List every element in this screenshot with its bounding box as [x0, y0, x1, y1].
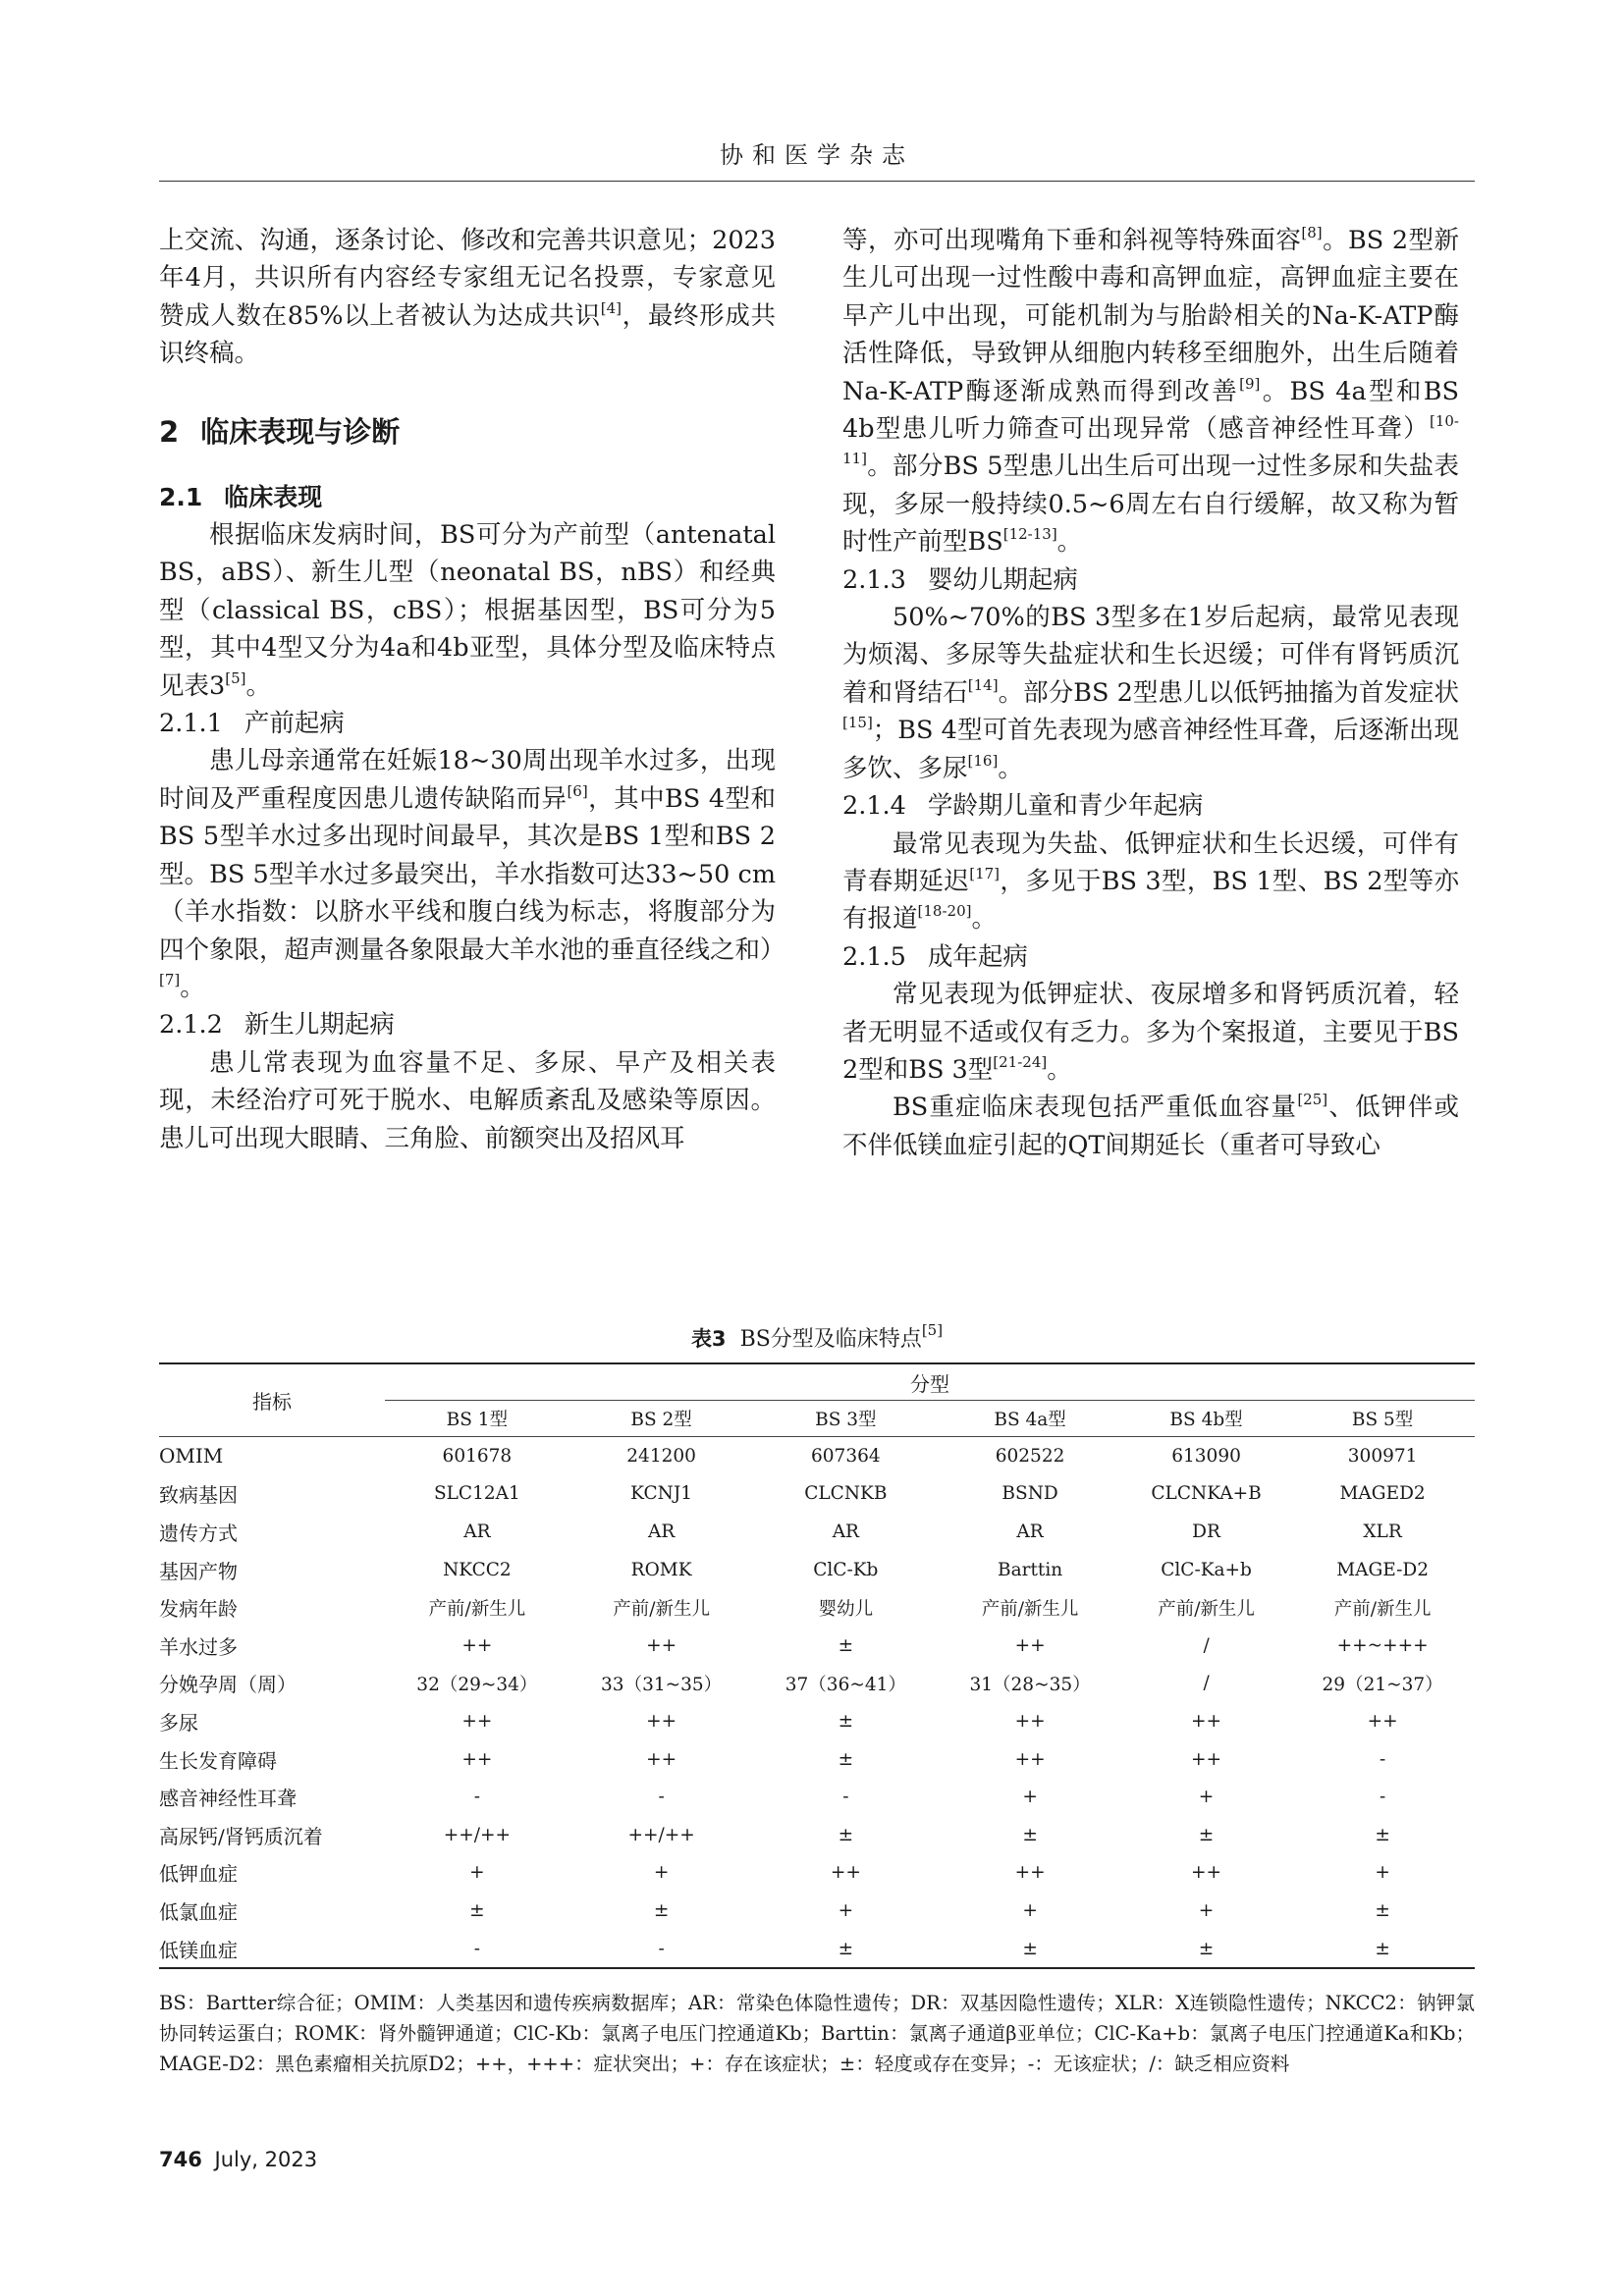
table-cell: MAGED2: [1339, 1483, 1426, 1505]
table-cell: -: [385, 1930, 569, 1969]
table-cell: /: [1203, 1673, 1210, 1694]
table-cell: BSND: [1001, 1483, 1058, 1505]
citation[interactable]: [12-13]: [1002, 525, 1057, 544]
table-cell: 产前/新生儿: [1158, 1598, 1255, 1620]
page-footer: [159, 2148, 317, 2171]
table-cell: 产前/新生儿: [1333, 1598, 1432, 1620]
table-cell: ±: [1122, 1930, 1290, 1969]
table-cell: CLCNKA+B: [1151, 1483, 1262, 1505]
column-header-type: BS 5型: [1290, 1401, 1475, 1437]
table-cell: -: [842, 1787, 849, 1808]
table-cell: ±: [938, 1930, 1122, 1969]
table-cell: MAGE-D2: [1336, 1559, 1429, 1580]
table-cell: CLCNKB: [804, 1483, 888, 1505]
table-cell: 31（28~35）: [969, 1674, 1091, 1695]
table-cell: 33（31~35）: [601, 1674, 723, 1695]
table-cell: ±: [753, 1930, 938, 1969]
paragraph-consensus-process: 上交流、沟通，逐条讨论、修改和完善共识意见；2023年4月，共识所有内容经专家组无记名投票，专家意见赞成人数在85%以上者被认为达成共识[4]，最终形成共识终稿。: [159, 226, 776, 369]
column-header-type: BS 2型: [569, 1401, 754, 1437]
table-cell: ±: [1198, 1824, 1215, 1845]
column-header-type: BS 4a型: [938, 1401, 1122, 1437]
table-cell: 产前/新生儿: [428, 1598, 526, 1620]
table-cell: NKCC2: [443, 1559, 512, 1580]
row-label: 羊水过多: [159, 1634, 238, 1659]
citation[interactable]: [4]: [600, 298, 623, 317]
table-cell: SLC12A1: [433, 1483, 520, 1505]
table-cell: -: [473, 1787, 480, 1808]
heading-school-age-onset: 2.1.4 学龄期儿童和青少年起病: [842, 791, 1204, 822]
right-column: [842, 222, 1459, 1164]
table-row: [159, 1588, 1475, 1627]
table-cell: ±: [1375, 1899, 1390, 1921]
column-header-type: BS 4b型: [1122, 1401, 1290, 1437]
table-cell: ++: [461, 1710, 493, 1732]
table-cell: 241200: [626, 1445, 696, 1467]
citation[interactable]: [25]: [1297, 1091, 1328, 1109]
column-group-header-type: 分型: [385, 1363, 1475, 1401]
table-cell: ClC-Kb: [813, 1559, 879, 1580]
table-row: [159, 1702, 1475, 1740]
table-cell: ++: [1014, 1862, 1046, 1884]
table-row: [159, 1930, 1475, 1969]
subsection-heading-clinical-manifestations: 2.1 临床表现: [159, 482, 323, 511]
bs-classification-table: [159, 1362, 1475, 1969]
heading-neonatal-onset: 2.1.2 新生儿期起病: [159, 1010, 395, 1041]
journal-running-head: 协和医学杂志: [720, 141, 914, 169]
table-cell: ±: [1022, 1824, 1038, 1845]
citation[interactable]: [18-20]: [917, 902, 972, 921]
table-cell: ±: [1375, 1824, 1390, 1845]
table-row: [159, 1551, 1475, 1589]
section-heading-clinical-manifestations-diagnosis: 2 临床表现与诊断: [159, 414, 401, 449]
citation[interactable]: [14]: [967, 675, 999, 694]
header-rule: [159, 181, 1475, 182]
column-header-indicator: 指标: [159, 1363, 385, 1437]
table-caption: 表3 BS分型及临床特点[5]: [690, 1321, 944, 1352]
row-label: 低钾血症: [159, 1862, 238, 1887]
paragraph-adult-onset: 常见表现为低钾症状、夜尿增多和肾钙质沉着，轻者无明显不适或仅有乏力。多为个案报道，主要见于BS 2型和BS 3型[21-24]。: [842, 980, 1459, 1085]
table-cell: AR: [463, 1521, 491, 1542]
table-cell: ±: [653, 1899, 670, 1921]
table-cell: ++/++: [443, 1824, 511, 1845]
table-cell: /: [1203, 1634, 1210, 1656]
citation[interactable]: [6]: [567, 781, 588, 800]
table-cell: ++: [1014, 1748, 1046, 1770]
table-cell: ROMK: [630, 1559, 692, 1580]
table-cell: AR: [832, 1521, 859, 1542]
paragraph-prenatal-onset: 患儿母亲通常在妊娠18~30周出现羊水过多，出现时间及严重程度因患儿遗传缺陷而异[6]，其中BS 4型和BS 5型羊水过多出现时间最早，其次是BS 1型和BS 2型。BS 5型羊水过多最突出，羊水指数可达33~50 cm（羊水指数：以脐水平线和腹白线为标志，将腹部分为四个象限，超声测量各象限最大羊水池的垂直径线之和）[7]。: [159, 746, 785, 1002]
table-cell: -: [1379, 1748, 1386, 1770]
table-cell: 37（36~41）: [785, 1674, 906, 1695]
table-row: [159, 1513, 1475, 1551]
citation[interactable]: [10-11]: [842, 412, 1459, 468]
paragraph-neonatal-onset: 患儿常表现为血容量不足、多尿、早产及相关表现，未经治疗可死于脱水、电解质紊乱及感染等原因。患儿可出现大眼睛、三角脸、前额突出及招风耳: [159, 1047, 776, 1153]
table-cell: +: [838, 1899, 854, 1921]
table-cell: ±: [838, 1710, 854, 1732]
citation[interactable]: [15]: [842, 714, 873, 732]
row-label: 遗传方式: [159, 1521, 238, 1545]
paragraph-school-age-onset: 最常见表现为失盐、低钾症状和生长迟缓，可伴有青春期延迟[17]，多见于BS 3型，BS 1型、BS 2型等亦有报道[18-20]。: [842, 828, 1459, 934]
table-cell: +: [1198, 1899, 1215, 1921]
citation[interactable]: [8]: [1301, 224, 1323, 241]
table-cell: +: [1022, 1787, 1038, 1808]
issue-date: July, 2023: [214, 2148, 318, 2171]
table-cell: +: [469, 1862, 485, 1884]
citation[interactable]: [17]: [969, 864, 1001, 882]
row-label: 低氯血症: [159, 1899, 238, 1924]
table-cell: 300971: [1347, 1445, 1418, 1467]
table-cell: ++: [1014, 1710, 1046, 1732]
table-row: [159, 1627, 1475, 1665]
paragraph-neonatal-continued: 等，亦可出现嘴角下垂和斜视等特殊面容[8]。BS 2型新生儿可出现一过性酸中毒和高钾血症，高钾血症主要在早产儿中出现，可能机制为与胎龄相关的Na-K-ATP酶活性降低，导致钾从细胞内转移至细胞外，出生后随着Na-K-ATP酶逐渐成熟而得到改善[9]。BS 4a型和BS 4b型患儿听力筛查可出现异常（感音神经性耳聋）[10-11]。部分BS 5型患儿出生后可出现一过性多尿和失盐表现，多尿一般持续0.5~6周左右自行缓解，故又称为暂时性产前型BS[12-13]。: [842, 224, 1459, 558]
row-label: 分娩孕周（周）: [159, 1673, 297, 1697]
table-cell: 607364: [811, 1445, 881, 1467]
citation[interactable]: [21-24]: [993, 1052, 1048, 1071]
paragraph-infant-onset: 50%~70%的BS 3型多在1岁后起病，最常见表现为烦渴、多尿等失盐症状和生长迟缓；可伴有肾钙质沉着和肾结石[14]。部分BS 2型患儿以低钙抽搐为首发症状[15]；BS 4型可首先表现为感音神经性耳聋，后逐渐出现多饮、多尿[16]。: [842, 603, 1459, 783]
heading-infant-onset: 2.1.3 婴幼儿期起病: [842, 564, 1078, 595]
column-header-type: BS 3型: [753, 1401, 938, 1437]
table-cell: +: [1022, 1899, 1038, 1921]
table-row: [159, 1816, 1475, 1854]
table-row: [159, 1740, 1475, 1779]
table-row: [159, 1854, 1475, 1893]
table-cell: ++: [1014, 1634, 1046, 1656]
table-cell: AR: [647, 1521, 676, 1542]
table-cell: -: [658, 1787, 665, 1808]
citation[interactable]: [5]: [921, 1321, 944, 1339]
table-cell: ++: [1191, 1748, 1222, 1770]
table-cell: ±: [838, 1748, 854, 1770]
heading-adult-onset: 2.1.5 成年起病: [842, 941, 1028, 972]
table-row: [159, 1892, 1475, 1930]
row-label: 感音神经性耳聋: [159, 1787, 297, 1811]
table-cell: ++: [1191, 1862, 1222, 1884]
table-cell: +: [653, 1862, 670, 1884]
heading-prenatal-onset: 2.1.1 产前起病: [159, 709, 345, 739]
table-row: [159, 1665, 1475, 1703]
paragraph-classification: 根据临床发病时间，BS可分为产前型（antenatal BS，aBS）、新生儿型（neonatal BS，nBS）和经典型（classical BS，cBS）；根据基因型，BS可分为5型，其中4型又分为4a和4b亚型，具体分型及临床特点见表3[5]。: [159, 520, 776, 701]
table-cell: ±: [1290, 1930, 1475, 1969]
table-cell: ++: [1191, 1710, 1222, 1732]
row-label: OMIM: [159, 1444, 224, 1468]
row-label: 多尿: [159, 1710, 198, 1735]
table-cell: 602522: [995, 1445, 1065, 1467]
table-cell: ++: [646, 1748, 677, 1770]
table-cell: Barttin: [997, 1559, 1063, 1580]
table-cell: ++: [646, 1634, 677, 1656]
table-cell: ClC-Ka+b: [1161, 1559, 1252, 1580]
table-cell: 29（21~37）: [1322, 1674, 1443, 1695]
table-row: [159, 1778, 1475, 1816]
citation[interactable]: [5]: [225, 668, 246, 687]
table-cell: DR: [1192, 1521, 1220, 1542]
citation[interactable]: [9]: [1239, 374, 1261, 393]
table-footnote: BS：Bartter综合征；OMIM：人类基因和遗传疾病数据库；AR：常染色体隐性遗传；DR：双基因隐性遗传；XLR：X连锁隐性遗传；NKCC2：钠钾氯协同转运蛋白；ROMK：肾外髓钾通道；ClC-Kb：氯离子电压门控通道Kb；Barttin：氯离子通道β亚单位；ClC-Ka+b：氯离子电压门控通道Ka和Kb；MAGE-D2：黑色素瘤相关抗原D2；++，+++：症状突出；+：存在该症状；±：轻度或存在变异；-：无该症状；/：缺乏相应资料: [159, 1992, 1476, 2075]
table-cell: ++/++: [627, 1824, 695, 1845]
table-cell: 32（29~34）: [416, 1674, 538, 1695]
table-cell: AR: [1016, 1521, 1044, 1542]
row-label: 基因产物: [159, 1559, 238, 1583]
table-cell: ++: [830, 1862, 861, 1884]
table-cell: XLR: [1363, 1521, 1402, 1542]
paragraph-severe-manifestations: BS重症临床表现包括严重低血容量[25]、低钾伴或不伴低镁血症引起的QT间期延长（重者可导致心: [842, 1091, 1459, 1160]
citation[interactable]: [7]: [159, 970, 181, 988]
citation[interactable]: [16]: [967, 751, 999, 770]
row-label: 生长发育障碍: [159, 1748, 277, 1773]
table-cell: -: [569, 1930, 754, 1969]
table-cell: KCNJ1: [630, 1483, 693, 1505]
table-row: [159, 1437, 1475, 1475]
table-cell: 产前/新生儿: [613, 1598, 710, 1620]
column-header-type: BS 1型: [385, 1401, 569, 1437]
page-number: 746: [159, 2148, 202, 2171]
left-column: [159, 222, 785, 1157]
table-cell: +: [1375, 1862, 1390, 1884]
table-cell: ++: [646, 1710, 677, 1732]
table-row: [159, 1475, 1475, 1514]
table-cell: -: [1379, 1787, 1386, 1808]
row-label: 发病年龄: [159, 1597, 238, 1622]
table-cell: ++~+++: [1336, 1634, 1429, 1656]
table-cell: ±: [838, 1634, 854, 1656]
table-cell: 613090: [1171, 1445, 1241, 1467]
table-cell: 婴幼儿: [818, 1598, 874, 1620]
table-cell: +: [1198, 1787, 1215, 1808]
table-cell: ++: [461, 1748, 493, 1770]
row-label: 致病基因: [159, 1483, 238, 1508]
table-cell: ++: [1367, 1710, 1398, 1732]
table-cell: ±: [838, 1824, 854, 1845]
table-cell: ++: [461, 1634, 493, 1656]
row-label: 高尿钙/肾钙质沉着: [159, 1824, 323, 1848]
row-label: 低镁血症: [159, 1930, 385, 1969]
table-body: [159, 1437, 1475, 1969]
table-cell: 产前/新生儿: [981, 1598, 1079, 1620]
table-cell: 601678: [442, 1445, 513, 1467]
table-cell: ±: [469, 1899, 485, 1921]
